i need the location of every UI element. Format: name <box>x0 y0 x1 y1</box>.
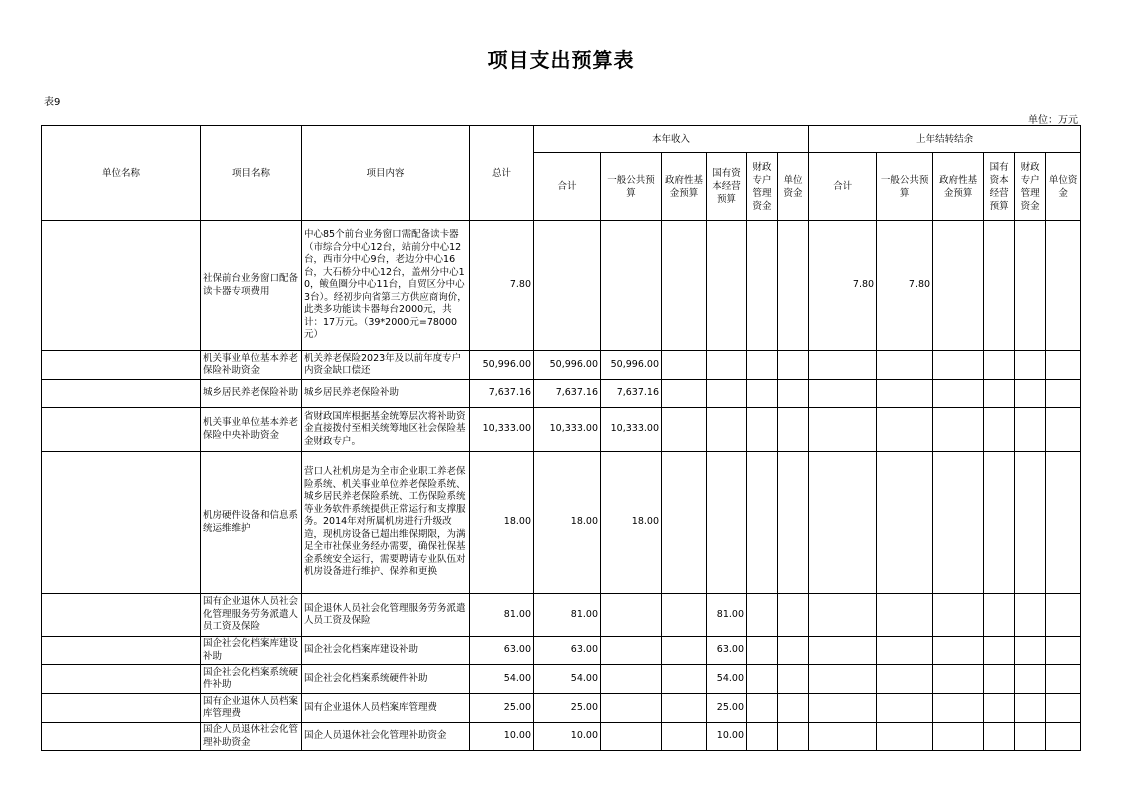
prior-general-public-cell <box>877 380 933 408</box>
project-name-cell: 机关事业单位基本养老保险中央补助资金 <box>201 408 302 452</box>
unit-name-cell <box>42 637 201 665</box>
prior-subtotal-cell <box>809 380 877 408</box>
current-subtotal-cell: 63.00 <box>534 637 601 665</box>
prior-fiscal-special-cell <box>1015 637 1046 665</box>
current-gov-fund-cell <box>662 723 707 751</box>
header-project-content: 项目内容 <box>302 126 470 221</box>
current-fiscal-special-cell <box>747 594 778 637</box>
prior-fiscal-special-cell <box>1015 694 1046 723</box>
header-prior-general-public: 一般公共预算 <box>877 153 933 221</box>
project-content-cell: 省财政国库根据基金统筹层次将补助资金直接拨付至相关统筹地区社会保险基金财政专户。 <box>302 408 470 452</box>
total-cell: 10.00 <box>470 723 534 751</box>
project-content-cell: 国有企业退休人员档案库管理费 <box>302 694 470 723</box>
current-general-public-cell: 18.00 <box>601 452 662 594</box>
total-cell: 10,333.00 <box>470 408 534 452</box>
current-gov-fund-cell <box>662 221 707 351</box>
table-row <box>42 694 1081 723</box>
current-fiscal-special-cell <box>747 723 778 751</box>
project-name-cell: 国企社会化档案系统硬件补助 <box>201 665 302 694</box>
prior-subtotal-cell <box>809 452 877 594</box>
current-fiscal-special-cell <box>747 221 778 351</box>
unit-name-cell <box>42 452 201 594</box>
current-state-capital-cell: 63.00 <box>707 637 747 665</box>
prior-gov-fund-cell <box>933 380 984 408</box>
prior-unit-funds-cell <box>1046 380 1081 408</box>
prior-unit-funds-cell <box>1046 637 1081 665</box>
current-gov-fund-cell <box>662 694 707 723</box>
table-row <box>42 351 1081 380</box>
prior-general-public-cell <box>877 694 933 723</box>
header-current-subtotal: 合计 <box>534 153 601 221</box>
prior-general-public-cell <box>877 351 933 380</box>
total-cell: 81.00 <box>470 594 534 637</box>
current-fiscal-special-cell <box>747 351 778 380</box>
current-general-public-cell <box>601 723 662 751</box>
prior-general-public-cell <box>877 594 933 637</box>
prior-fiscal-special-cell <box>1015 452 1046 594</box>
current-general-public-cell: 10,333.00 <box>601 408 662 452</box>
prior-state-capital-cell <box>984 723 1015 751</box>
project-content-cell: 营口人社机房是为全市企业职工养老保险系统、机关事业单位养老保险系统、城乡居民养老保险系统、工伤保险系统等业务软件系统提供正常运行和支撑服务。2014年对所属机房进行升级改造，现机房设备已超出维保期限，为满足全市社保业务经办需要，确保社保基金系统安全运行，需要聘请专业队伍对机房设备进行维护、保养和更换 <box>302 452 470 594</box>
current-general-public-cell: 7,637.16 <box>601 380 662 408</box>
prior-state-capital-cell <box>984 665 1015 694</box>
prior-unit-funds-cell <box>1046 408 1081 452</box>
prior-subtotal-cell <box>809 694 877 723</box>
total-cell: 7,637.16 <box>470 380 534 408</box>
current-unit-funds-cell <box>778 594 809 637</box>
prior-gov-fund-cell <box>933 408 984 452</box>
table-row <box>42 665 1081 694</box>
header-prior-subtotal: 合计 <box>809 153 877 221</box>
prior-state-capital-cell <box>984 380 1015 408</box>
project-name-cell: 国有企业退休人员档案库管理费 <box>201 694 302 723</box>
current-fiscal-special-cell <box>747 694 778 723</box>
current-fiscal-special-cell <box>747 665 778 694</box>
project-name-cell: 社保前台业务窗口配备读卡器专项费用 <box>201 221 302 351</box>
current-subtotal-cell: 50,996.00 <box>534 351 601 380</box>
current-state-capital-cell: 25.00 <box>707 694 747 723</box>
table-row <box>42 380 1081 408</box>
project-content-cell: 中心85个前台业务窗口需配备读卡器（市综合分中心12台，站前分中心12台，西市分中心9台，老边分中心16台，大石桥分中心12台，盖州分中心10，鲅鱼圈分中心11台，自贸区分中心3台）。经初步向省第三方供应商询价，此类多功能读卡器每台2000元，共计：17万元。（39*2000元=78000元） <box>302 221 470 351</box>
current-subtotal-cell: 10.00 <box>534 723 601 751</box>
project-name-cell: 国企社会化档案库建设补助 <box>201 637 302 665</box>
project-content-cell: 城乡居民养老保险补助 <box>302 380 470 408</box>
prior-fiscal-special-cell <box>1015 380 1046 408</box>
prior-fiscal-special-cell <box>1015 665 1046 694</box>
current-fiscal-special-cell <box>747 380 778 408</box>
prior-unit-funds-cell <box>1046 723 1081 751</box>
current-gov-fund-cell <box>662 351 707 380</box>
prior-unit-funds-cell <box>1046 452 1081 594</box>
prior-general-public-cell <box>877 452 933 594</box>
prior-state-capital-cell <box>984 221 1015 351</box>
current-general-public-cell <box>601 694 662 723</box>
project-name-cell: 机房硬件设备和信息系统运维维护 <box>201 452 302 594</box>
current-unit-funds-cell <box>778 694 809 723</box>
project-name-cell: 机关事业单位基本养老保险补助资金 <box>201 351 302 380</box>
current-state-capital-cell <box>707 452 747 594</box>
current-state-capital-cell <box>707 221 747 351</box>
header-prior-unit-funds: 单位资金 <box>1046 153 1081 221</box>
prior-gov-fund-cell <box>933 221 984 351</box>
prior-subtotal-cell: 7.80 <box>809 221 877 351</box>
unit-name-cell <box>42 351 201 380</box>
prior-general-public-cell: 7.80 <box>877 221 933 351</box>
prior-fiscal-special-cell <box>1015 351 1046 380</box>
current-general-public-cell: 50,996.00 <box>601 351 662 380</box>
current-general-public-cell <box>601 665 662 694</box>
unit-name-cell <box>42 665 201 694</box>
current-subtotal-cell: 25.00 <box>534 694 601 723</box>
unit-name-cell <box>42 380 201 408</box>
total-cell: 50,996.00 <box>470 351 534 380</box>
prior-gov-fund-cell <box>933 665 984 694</box>
prior-gov-fund-cell <box>933 723 984 751</box>
header-current-state-capital: 国有资本经营预算 <box>707 153 747 221</box>
page-title: 项目支出预算表 <box>487 48 635 72</box>
current-fiscal-special-cell <box>747 637 778 665</box>
header-current-general-public: 一般公共预算 <box>601 153 662 221</box>
current-subtotal-cell: 18.00 <box>534 452 601 594</box>
current-unit-funds-cell <box>778 221 809 351</box>
prior-subtotal-cell <box>809 408 877 452</box>
project-content-cell: 机关养老保险2023年及以前年度专户内资金缺口偿还 <box>302 351 470 380</box>
prior-state-capital-cell <box>984 408 1015 452</box>
table-number: 表9 <box>44 97 61 108</box>
current-subtotal-cell: 54.00 <box>534 665 601 694</box>
prior-subtotal-cell <box>809 594 877 637</box>
prior-unit-funds-cell <box>1046 594 1081 637</box>
current-unit-funds-cell <box>778 637 809 665</box>
header-prior-fiscal-special: 财政专户管理资金 <box>1015 153 1046 221</box>
table-row <box>42 637 1081 665</box>
prior-gov-fund-cell <box>933 637 984 665</box>
prior-gov-fund-cell <box>933 452 984 594</box>
unit-label: 单位：万元 <box>1028 115 1078 126</box>
total-cell: 25.00 <box>470 694 534 723</box>
project-content-cell: 国企人员退休社会化管理补助资金 <box>302 723 470 751</box>
current-state-capital-cell: 81.00 <box>707 594 747 637</box>
current-general-public-cell <box>601 221 662 351</box>
prior-gov-fund-cell <box>933 351 984 380</box>
unit-name-cell <box>42 594 201 637</box>
unit-name-cell <box>42 694 201 723</box>
prior-subtotal-cell <box>809 665 877 694</box>
current-unit-funds-cell <box>778 351 809 380</box>
unit-name-cell <box>42 221 201 351</box>
prior-fiscal-special-cell <box>1015 408 1046 452</box>
header-total: 总计 <box>470 126 534 221</box>
prior-gov-fund-cell <box>933 694 984 723</box>
current-fiscal-special-cell <box>747 452 778 594</box>
current-general-public-cell <box>601 594 662 637</box>
current-state-capital-cell <box>707 408 747 452</box>
prior-unit-funds-cell <box>1046 694 1081 723</box>
current-subtotal-cell: 10,333.00 <box>534 408 601 452</box>
unit-name-cell <box>42 408 201 452</box>
prior-state-capital-cell <box>984 694 1015 723</box>
prior-fiscal-special-cell <box>1015 723 1046 751</box>
prior-unit-funds-cell <box>1046 665 1081 694</box>
total-cell: 7.80 <box>470 221 534 351</box>
table-row <box>42 452 1081 594</box>
table-row <box>42 408 1081 452</box>
current-gov-fund-cell <box>662 380 707 408</box>
prior-state-capital-cell <box>984 452 1015 594</box>
project-content-cell: 国企社会化档案库建设补助 <box>302 637 470 665</box>
header-current-fiscal-special: 财政专户管理资金 <box>747 153 778 221</box>
total-cell: 18.00 <box>470 452 534 594</box>
prior-fiscal-special-cell <box>1015 594 1046 637</box>
header-unit-name: 单位名称 <box>42 126 201 221</box>
unit-name-cell <box>42 723 201 751</box>
prior-unit-funds-cell <box>1046 351 1081 380</box>
current-state-capital-cell: 10.00 <box>707 723 747 751</box>
table-row <box>42 723 1081 751</box>
current-fiscal-special-cell <box>747 408 778 452</box>
prior-general-public-cell <box>877 723 933 751</box>
table-row <box>42 221 1081 351</box>
current-unit-funds-cell <box>778 665 809 694</box>
header-prior-state-capital: 国有资本经营预算 <box>984 153 1015 221</box>
current-unit-funds-cell <box>778 380 809 408</box>
project-content-cell: 国企退休人员社会化管理服务劳务派遣人员工资及保险 <box>302 594 470 637</box>
header-prior-gov-fund: 政府性基金预算 <box>933 153 984 221</box>
current-state-capital-cell: 54.00 <box>707 665 747 694</box>
table-row <box>42 594 1081 637</box>
header-prior-year-balance: 上年结转结余 <box>809 126 1081 153</box>
current-gov-fund-cell <box>662 452 707 594</box>
project-content-cell: 国企社会化档案系统硬件补助 <box>302 665 470 694</box>
current-gov-fund-cell <box>662 594 707 637</box>
current-unit-funds-cell <box>778 452 809 594</box>
project-name-cell: 城乡居民养老保险补助 <box>201 380 302 408</box>
header-current-unit-funds: 单位资金 <box>778 153 809 221</box>
current-subtotal-cell: 7,637.16 <box>534 380 601 408</box>
prior-unit-funds-cell <box>1046 221 1081 351</box>
header-project-name: 项目名称 <box>201 126 302 221</box>
current-general-public-cell <box>601 637 662 665</box>
prior-gov-fund-cell <box>933 594 984 637</box>
current-unit-funds-cell <box>778 723 809 751</box>
prior-subtotal-cell <box>809 637 877 665</box>
prior-state-capital-cell <box>984 594 1015 637</box>
prior-general-public-cell <box>877 637 933 665</box>
current-state-capital-cell <box>707 380 747 408</box>
current-subtotal-cell <box>534 221 601 351</box>
header-current-year-income: 本年收入 <box>534 126 809 153</box>
current-gov-fund-cell <box>662 408 707 452</box>
total-cell: 54.00 <box>470 665 534 694</box>
current-state-capital-cell <box>707 351 747 380</box>
project-name-cell: 国有企业退休人员社会化管理服务劳务派遣人员工资及保险 <box>201 594 302 637</box>
total-cell: 63.00 <box>470 637 534 665</box>
current-gov-fund-cell <box>662 665 707 694</box>
prior-subtotal-cell <box>809 351 877 380</box>
prior-subtotal-cell <box>809 723 877 751</box>
current-gov-fund-cell <box>662 637 707 665</box>
prior-general-public-cell <box>877 665 933 694</box>
budget-table <box>41 125 1081 751</box>
prior-state-capital-cell <box>984 351 1015 380</box>
header-current-gov-fund: 政府性基金预算 <box>662 153 707 221</box>
prior-general-public-cell <box>877 408 933 452</box>
prior-fiscal-special-cell <box>1015 221 1046 351</box>
project-name-cell: 国企人员退休社会化管理补助资金 <box>201 723 302 751</box>
current-subtotal-cell: 81.00 <box>534 594 601 637</box>
prior-state-capital-cell <box>984 637 1015 665</box>
current-unit-funds-cell <box>778 408 809 452</box>
